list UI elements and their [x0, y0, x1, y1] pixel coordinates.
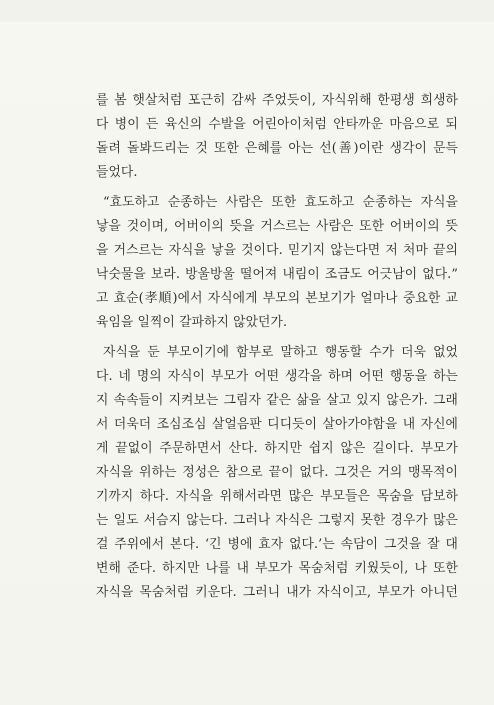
- text-line: 다 병이 든 육신의 수발을 어린아이처럼 안타까운 마음으로 되: [96, 117, 458, 132]
- text-line: 을 거스르는 자식을 낳을 것이다. 믿기지 않는다면 저 처마 끝의: [96, 243, 458, 258]
- text-line: “효도하고 순종하는 사람은 또한 효도하고 순종하는 자식을: [103, 195, 458, 210]
- text-line: 육임을 일찍이 갈파하지 않았던가.: [96, 315, 288, 330]
- page-top-edge: [0, 0, 494, 22]
- text-line: 자식을 목숨처럼 키운다. 그러니 내가 자식이고, 부모가 아니던: [96, 585, 458, 600]
- text-line: 기까지 하다. 자식을 위해서라면 많은 부모들은 목숨을 담보하: [96, 489, 458, 504]
- text-line: 낳을 것이며, 어버이의 뜻을 거스르는 사람은 또한 어버이의 뜻: [96, 219, 458, 234]
- text-line: 걸 주위에서 본다. ‘긴 병에 효자 없다.’는 속담이 그것을 잘 대: [96, 537, 458, 552]
- text-line: 고 효순(孝順)에서 자식에게 부모의 본보기가 얼마나 중요한 교: [96, 291, 458, 306]
- text-line: 지 속속들이 지켜보는 그림자 같은 삶을 살고 있지 않은가. 그래: [96, 393, 458, 408]
- text-line: 서 더욱더 조심조심 살얼음판 디디듯이 살아가야함을 내 자신에: [96, 417, 458, 432]
- text-line: 돌려 돌봐드리는 것 또한 은혜를 아는 선(善)이란 생각이 문득: [96, 141, 458, 156]
- text-line: 는 일도 서슴지 않는다. 그러나 자식은 그렇지 못한 경우가 많은: [96, 513, 458, 528]
- text-line: 를 봄 햇살처럼 포근히 감싸 주었듯이, 자식위해 한평생 희생하: [96, 93, 458, 108]
- text-line: 자식을 둔 부모이기에 함부로 말하고 행동할 수가 더욱 없었: [103, 345, 458, 360]
- text-line: 다. 네 명의 자식이 부모가 어떤 생각을 하며 어떤 행동을 하는: [96, 369, 458, 384]
- body-text: [96, 89, 458, 605]
- text-line: 자식을 위하는 정성은 참으로 끝이 없다. 그것은 거의 맹목적이: [96, 465, 458, 480]
- text-line: 게 끝없이 주문하면서 산다. 하지만 쉽지 않은 길이다. 부모가: [96, 441, 458, 456]
- text-line: 변해 준다. 하지만 나를 내 부모가 목숨처럼 키웠듯이, 나 또한: [96, 561, 458, 576]
- text-line: 낙숫물을 보라. 방울방울 떨어져 내림이 조금도 어긋남이 없다.”: [96, 267, 458, 282]
- text-line: 들었다.: [96, 165, 138, 180]
